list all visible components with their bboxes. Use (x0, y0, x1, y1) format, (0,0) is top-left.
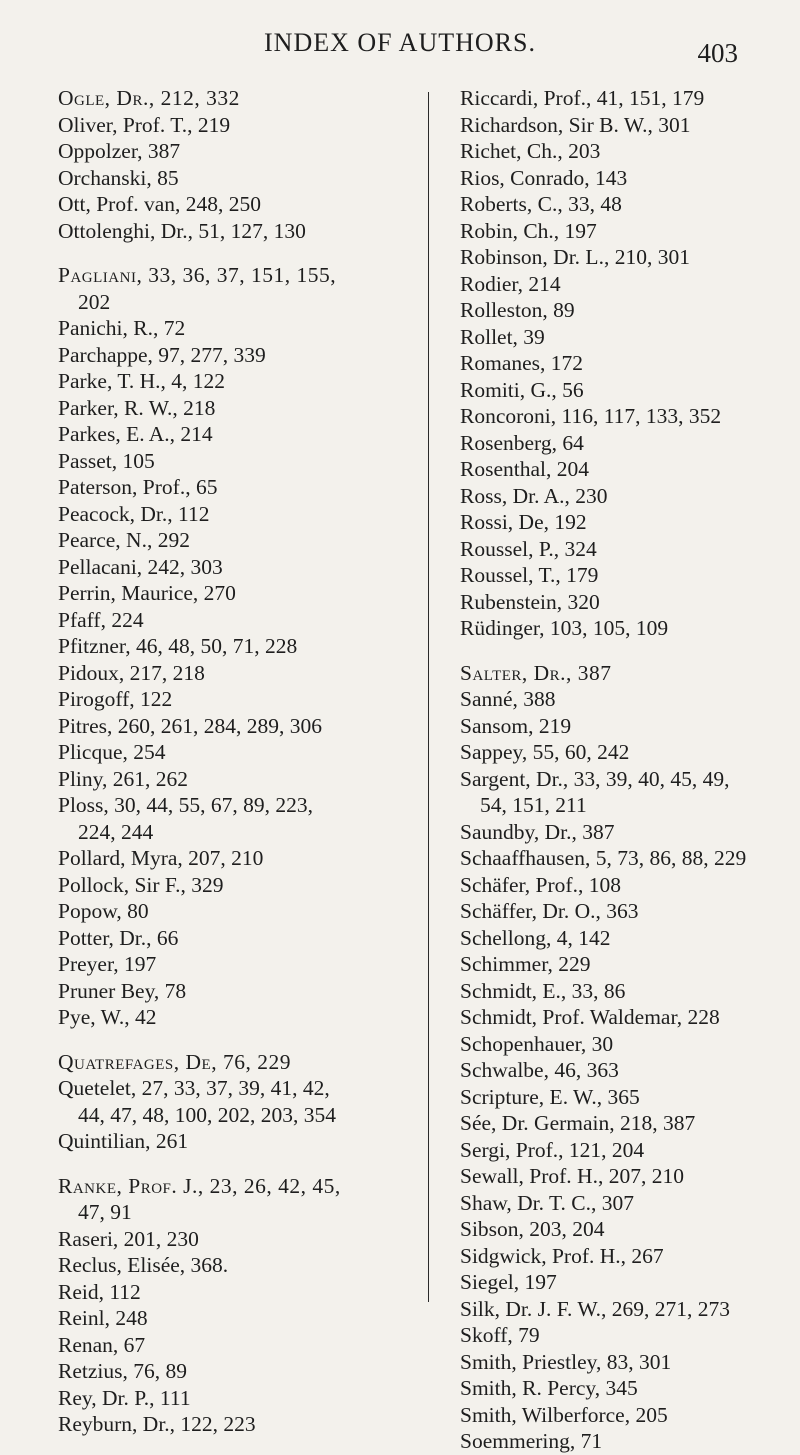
index-entry: Reinl, 248 (58, 1306, 148, 1330)
index-entry: Sansom, 219 (460, 713, 572, 738)
index-entry: Sappey, 55, 60, 242 (460, 740, 630, 764)
index-entry: Schäffer, Dr. O., 363 (460, 899, 639, 923)
index-entry: Smith, Priestley, 83, 301 (460, 1349, 672, 1374)
index-entry: Sibson, 203, 204 (460, 1217, 605, 1241)
index-entry: Romanes, 172 (460, 351, 584, 375)
index-entry: Roussel, T., 179 (460, 563, 599, 587)
index-entry: Rolleston, 89 (460, 298, 575, 322)
index-entry: Potter, Dr., 66 (58, 925, 179, 950)
index-entry: Ott, Prof. van, 248, 250 (58, 192, 262, 216)
index-entry: Quintilian, 261 (58, 1129, 189, 1153)
index-entry: Pidoux, 217, 218 (58, 660, 205, 685)
index-entry: Pellacani, 242, 303 (58, 554, 223, 579)
index-entry: Rollet, 39 (460, 324, 545, 349)
index-entry: Scripture, E. W., 365 (460, 1084, 640, 1109)
index-entry: Popow, 80 (58, 899, 149, 923)
index-entry: Sanné, 388 (460, 687, 556, 711)
index-entry: Raseri, 201, 230 (58, 1226, 199, 1251)
index-entry: Parke, T. H., 4, 122 (58, 369, 226, 393)
index-entry: Rosenthal, 204 (460, 457, 589, 481)
index-column-right (460, 85, 800, 1455)
index-entry: Sidgwick, Prof. H., 267 (460, 1243, 664, 1268)
index-entry: Sée, Dr. Germain, 218, 387 (460, 1111, 696, 1135)
index-entry: Oliver, Prof. T., 219 (58, 112, 231, 137)
index-entry: Orchanski, 85 (58, 165, 179, 190)
index-entry: Soemmering, 71 (460, 1429, 603, 1453)
index-entry: Pearce, N., 292 (58, 528, 190, 552)
index-entry: Pfitzner, 46, 48, 50, 71, 228 (58, 634, 298, 658)
index-entry: Parchappe, 97, 277, 339 (58, 342, 266, 367)
index-entry: Richet, Ch., 203 (460, 139, 601, 163)
index-entry-continuation: 224, 244 (78, 819, 154, 844)
index-entry: Robinson, Dr. L., 210, 301 (460, 245, 690, 269)
index-entry: Schopenhauer, 30 (460, 1031, 614, 1056)
page-number: 403 (697, 38, 738, 68)
index-entry: Shaw, Dr. T. C., 307 (460, 1190, 634, 1215)
index-entry: Silk, Dr. J. F. W., 269, 271, 273 (460, 1296, 731, 1321)
index-entry: Panichi, R., 72 (58, 316, 186, 340)
index-entry: Ottolenghi, Dr., 51, 127, 130 (58, 218, 306, 243)
index-entry: Schaaffhausen, 5, 73, 86, 88, 229 (460, 846, 747, 870)
index-entry: Rubenstein, 320 (460, 589, 600, 614)
index-entry-continuation: 54, 151, 211 (480, 793, 587, 817)
index-entry: Pliny, 261, 262 (58, 766, 189, 791)
index-entry: Sergi, Prof., 121, 204 (460, 1137, 645, 1162)
index-entry: Schmidt, Prof. Waldemar, 228 (460, 1005, 720, 1029)
index-entry: Schmidt, E., 33, 86 (460, 978, 626, 1003)
index-entry: Pollard, Myra, 207, 210 (58, 846, 264, 870)
index-entry: Pfaff, 224 (58, 607, 144, 632)
running-title: INDEX OF AUTHORS. (264, 28, 536, 57)
index-entry: Ross, Dr. A., 230 (460, 483, 608, 508)
index-entry: Richardson, Sir B. W., 301 (460, 112, 691, 137)
index-entry: Schimmer, 229 (460, 952, 591, 976)
index-entry: Rüdinger, 103, 105, 109 (460, 616, 669, 640)
index-entry: Sargent, Dr., 33, 39, 40, 45, 49, (460, 766, 730, 791)
index-entry: Reclus, Elisée, 368. (58, 1253, 229, 1277)
index-entry: Rey, Dr. P., 111 (58, 1385, 191, 1410)
index-entry: Preyer, 197 (58, 952, 157, 976)
index-entry: Pitres, 260, 261, 284, 289, 306 (58, 713, 322, 738)
index-entry: Schäfer, Prof., 108 (460, 872, 621, 897)
index-entry: Roussel, P., 324 (460, 536, 597, 561)
index-entry: Peacock, Dr., 112 (58, 501, 210, 526)
page-header (0, 28, 800, 88)
index-entry: Schellong, 4, 142 (460, 925, 611, 950)
index-entry: Pirogoff, 122 (58, 687, 173, 711)
index-entry: Siegel, 197 (460, 1270, 557, 1294)
index-entry: Reid, 112 (58, 1279, 141, 1304)
index-entry: Quatrefages, De, 76, 229 (58, 1049, 291, 1074)
index-entry: Pagliani, 33, 36, 37, 151, 155, (58, 263, 337, 287)
index-entry: Quetelet, 27, 33, 37, 39, 41, 42, (58, 1076, 330, 1100)
index-entry: Pye, W., 42 (58, 1005, 157, 1029)
index-entry: Reyburn, Dr., 122, 223 (58, 1412, 256, 1436)
index-entry: Rossi, De, 192 (460, 510, 587, 534)
index-entry: Salter, Dr., 387 (460, 660, 612, 685)
index-entry: Smith, Wilberforce, 205 (460, 1402, 668, 1427)
index-column-left (58, 85, 398, 1438)
index-entry: Oppolzer, 387 (58, 139, 181, 163)
index-entry: Saundby, Dr., 387 (460, 819, 615, 844)
index-entry: Parkes, E. A., 214 (58, 422, 213, 446)
index-entry: Sewall, Prof. H., 207, 210 (460, 1164, 684, 1188)
index-entry: Smith, R. Percy, 345 (460, 1376, 638, 1400)
index-entry: Paterson, Prof., 65 (58, 475, 218, 499)
index-entry: Schwalbe, 46, 363 (460, 1058, 619, 1082)
index-entry: Plicque, 254 (58, 740, 166, 764)
index-entry: Riccardi, Prof., 41, 151, 179 (460, 86, 705, 110)
index-entry-continuation: 47, 91 (78, 1200, 132, 1224)
index-entry: Ogle, Dr., 212, 332 (58, 86, 240, 110)
index-entry: Pruner Bey, 78 (58, 978, 187, 1003)
index-entry: Pollock, Sir F., 329 (58, 872, 224, 897)
index-entry-continuation: 202 (78, 289, 111, 314)
index-entry: Passet, 105 (58, 448, 155, 473)
index-entry: Rosenberg, 64 (460, 430, 584, 455)
index-entry: Skoff, 79 (460, 1323, 540, 1347)
index-entry: Romiti, G., 56 (460, 377, 584, 402)
index-entry: Roberts, C., 33, 48 (460, 192, 622, 216)
index-entry: Retzius, 76, 89 (58, 1359, 187, 1383)
index-entry: Ploss, 30, 44, 55, 67, 89, 223, (58, 793, 314, 817)
index-entry: Rios, Conrado, 143 (460, 165, 628, 190)
index-entry: Rodier, 214 (460, 271, 561, 296)
index-entry: Ranke, Prof. J., 23, 26, 42, 45, (58, 1173, 341, 1198)
index-entry-continuation: 44, 47, 48, 100, 202, 203, 354 (78, 1102, 336, 1127)
column-divider (428, 92, 429, 1302)
index-entry: Parker, R. W., 218 (58, 395, 216, 420)
index-entry: Roncoroni, 116, 117, 133, 352 (460, 404, 722, 428)
index-entry: Perrin, Maurice, 270 (58, 581, 236, 605)
index-entry: Robin, Ch., 197 (460, 218, 597, 243)
index-entry: Renan, 67 (58, 1332, 146, 1357)
